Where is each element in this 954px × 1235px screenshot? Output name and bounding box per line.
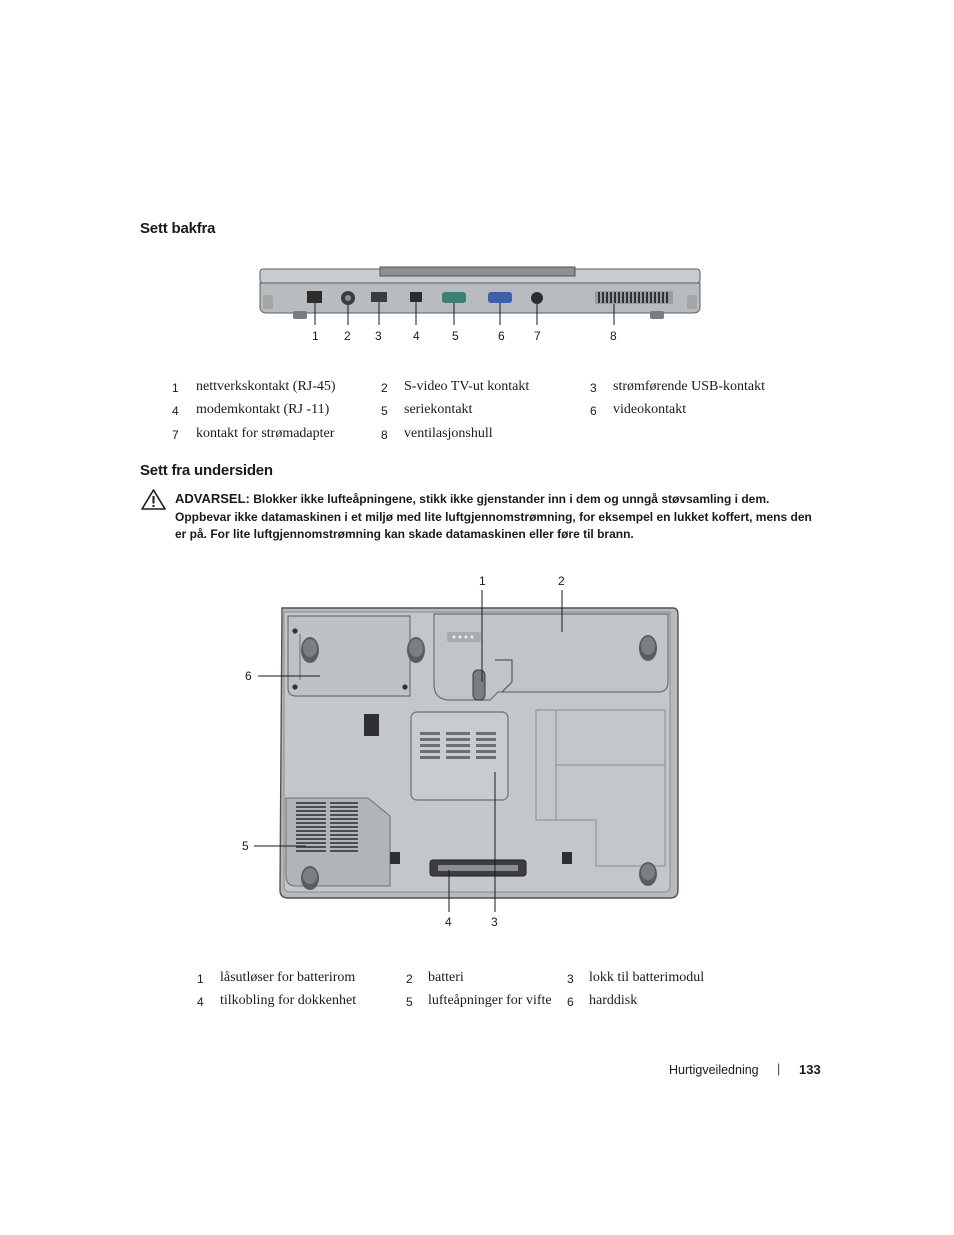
battery-pack bbox=[434, 614, 668, 700]
vent-grille bbox=[595, 291, 673, 304]
legend-label: lokk til batterimodul bbox=[589, 970, 705, 985]
warning-text bbox=[175, 490, 825, 544]
callout-back-4: 4 bbox=[413, 329, 420, 343]
section-title-back: Sett bakfra bbox=[140, 220, 216, 237]
legend-number: 5 bbox=[406, 995, 413, 1009]
legend-number: 4 bbox=[172, 404, 179, 418]
legend-number: 1 bbox=[172, 381, 179, 395]
hinge-bar bbox=[380, 267, 575, 276]
legend-label: låsutløser for batterirom bbox=[220, 970, 356, 985]
rj45-port bbox=[307, 291, 322, 303]
legend-label: tilkobling for dokkenhet bbox=[220, 993, 357, 1008]
module-cover bbox=[411, 712, 508, 800]
callout-bottom-5: 5 bbox=[242, 839, 249, 853]
legend-number: 2 bbox=[406, 972, 413, 986]
warning-line-2: Oppbevar ikke datamaskinen i et miljø med lite luftgjennomstrømning, for eksempel en lukket koffert, mens den bbox=[175, 509, 812, 524]
legend-label: ventilasjonshull bbox=[404, 426, 493, 441]
legend-label: strømførende USB-kontakt bbox=[613, 379, 766, 394]
warning-triangle-icon bbox=[141, 489, 166, 510]
legend-number: 5 bbox=[381, 404, 388, 418]
legend-number: 6 bbox=[567, 995, 574, 1009]
fan-vents bbox=[286, 798, 390, 886]
callout-back-1: 1 bbox=[312, 329, 319, 343]
power-port bbox=[531, 292, 543, 304]
legend-number: 8 bbox=[381, 428, 388, 442]
page-number: 133 bbox=[799, 1062, 821, 1077]
footer-section-name: Hurtigveiledning bbox=[669, 1063, 759, 1077]
hard-drive-cover bbox=[288, 616, 425, 696]
rj11-port bbox=[410, 292, 422, 302]
callout-back-7: 7 bbox=[534, 329, 541, 343]
callout-back-8: 8 bbox=[610, 329, 617, 343]
legend-label: S-video TV-ut kontakt bbox=[404, 379, 530, 394]
serial-port bbox=[442, 292, 466, 303]
callout-bottom-1: 1 bbox=[479, 574, 486, 588]
legend-number: 3 bbox=[567, 972, 574, 986]
legend-label: videokontakt bbox=[613, 402, 687, 417]
legend-label: seriekontakt bbox=[404, 402, 473, 417]
legend-label: nettverkskontakt (RJ-45) bbox=[196, 379, 336, 394]
callout-bottom-2: 2 bbox=[558, 574, 565, 588]
callout-bottom-3: 3 bbox=[491, 915, 498, 929]
usb-port bbox=[371, 292, 387, 302]
legend-number: 1 bbox=[197, 972, 204, 986]
warning-label: ADVARSEL: bbox=[175, 491, 250, 506]
legend-number: 2 bbox=[381, 381, 388, 395]
legend-number: 3 bbox=[590, 381, 597, 395]
legend-number: 4 bbox=[197, 995, 204, 1009]
section-title-bottom: Sett fra undersiden bbox=[140, 462, 273, 479]
footer-separator: | bbox=[777, 1062, 781, 1076]
docking-connector bbox=[430, 860, 526, 876]
callout-bottom-4: 4 bbox=[445, 915, 452, 929]
callout-back-5: 5 bbox=[452, 329, 459, 343]
legend-label: modemkontakt (RJ -11) bbox=[196, 402, 330, 417]
legend-label: kontakt for strømadapter bbox=[196, 426, 335, 441]
legend-label: batteri bbox=[428, 970, 464, 985]
back-view-illustration bbox=[255, 265, 705, 325]
warning-line-1: Blokker ikke lufteåpningene, stikk ikke gjenstander inn i dem og unngå støvsamling i dem. bbox=[253, 492, 770, 506]
warning-line-3: er på. For lite luftgjennomstrømning kan skade datamaskinen eller føre til brann. bbox=[175, 527, 634, 541]
callout-back-2: 2 bbox=[344, 329, 351, 343]
legend-number: 7 bbox=[172, 428, 179, 442]
callout-back-6: 6 bbox=[498, 329, 505, 343]
callout-back-3: 3 bbox=[375, 329, 382, 343]
legend-label: lufteåpninger for vifte bbox=[428, 993, 552, 1008]
bottom-view-illustration bbox=[240, 590, 685, 915]
callout-bottom-6: 6 bbox=[245, 669, 252, 683]
legend-label: harddisk bbox=[589, 993, 638, 1008]
legend-number: 6 bbox=[590, 404, 597, 418]
video-port bbox=[488, 292, 512, 303]
